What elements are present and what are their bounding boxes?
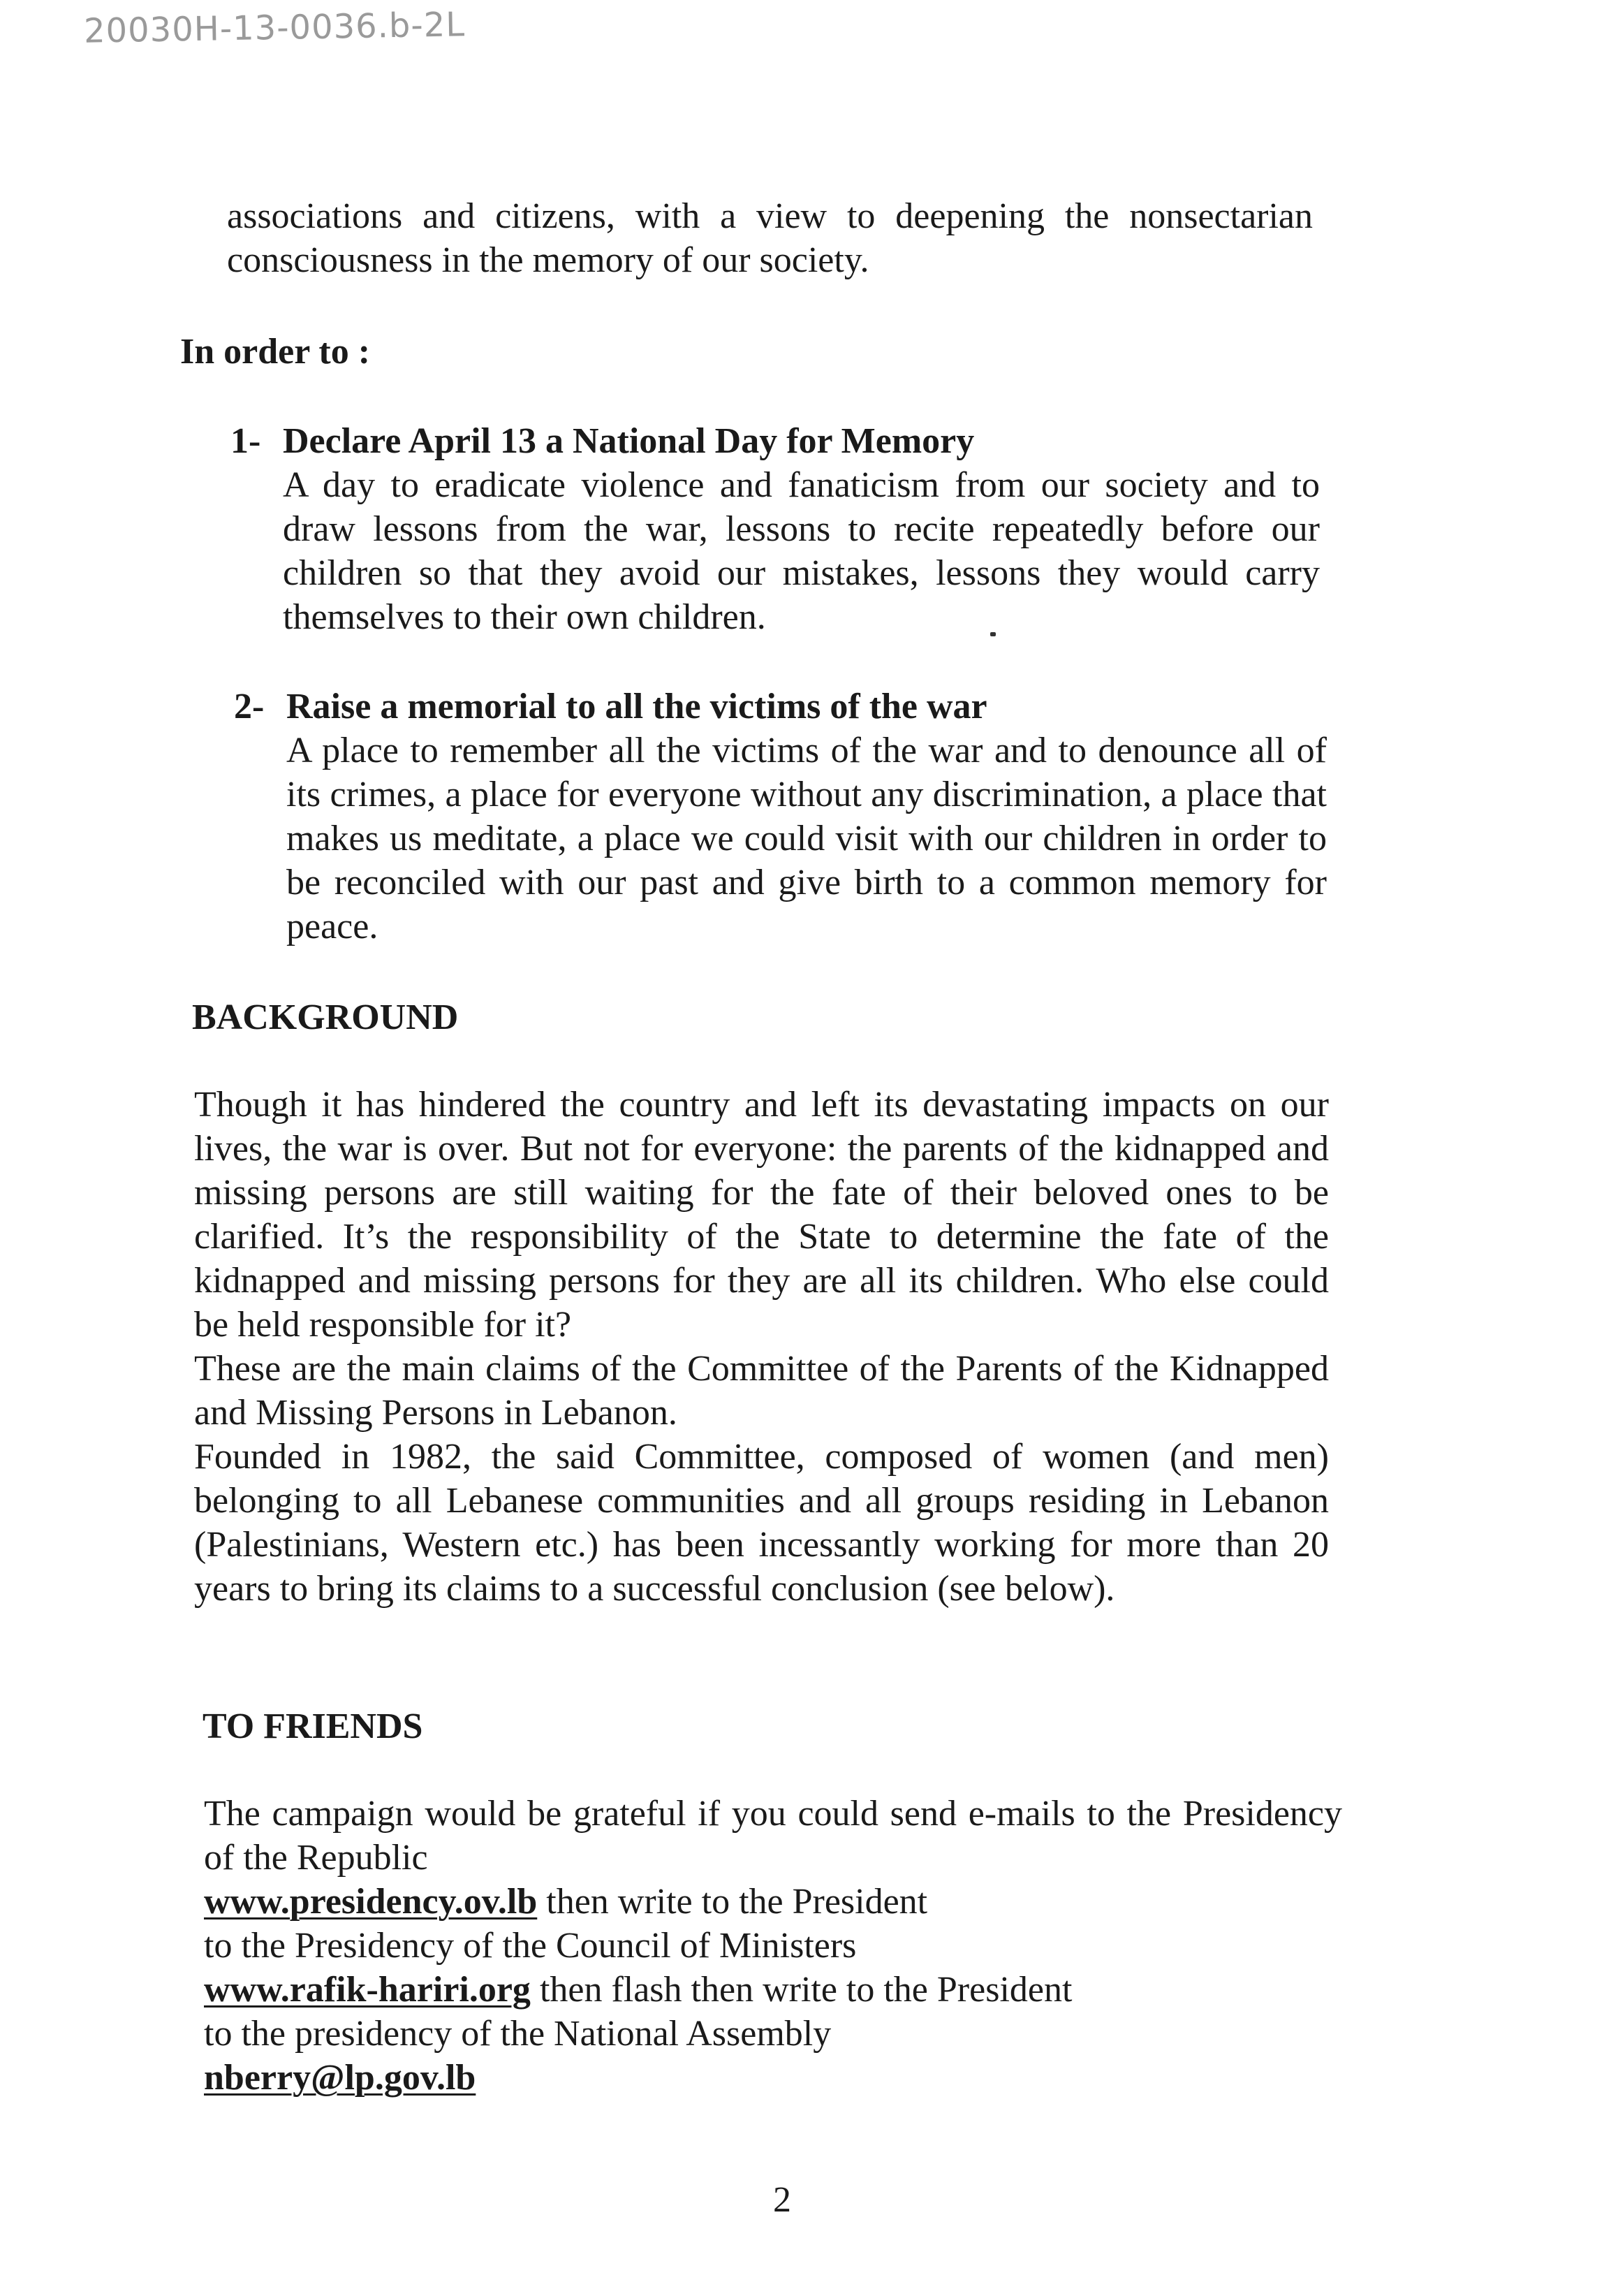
background-section	[194, 1083, 1329, 1611]
page-number: 2	[773, 2180, 791, 2220]
stray-mark	[990, 632, 996, 636]
intro-text: associations and citizens, with a view to deepening the nonsectarian consciousness in the memory of our society.	[227, 196, 1313, 280]
list-item-2	[234, 685, 1327, 949]
presidency-link[interactable]: www.presidency.ov.lb	[204, 1882, 538, 1922]
background-paragraph-1: Though it has hindered the country and left its devastating impacts on our lives, the war is over. But not for everyone: the parents of the kidnapped and missing persons are still waiting for the fate of their beloved ones to be clarified. It’s the responsibility of the State to determine the fate of the kidnapped and missing persons for they are all its children. Who else could be held responsible for it?	[194, 1085, 1329, 1345]
list-item-heading: Declare April 13 a National Day for Memory	[283, 421, 975, 461]
intro-paragraph	[227, 194, 1313, 282]
presidency-link-suffix: then write to the President	[537, 1882, 928, 1922]
rafik-hariri-link[interactable]: www.rafik-hariri.org	[204, 1970, 531, 2010]
background-paragraph-3: Founded in 1982, the said Committee, composed of women (and men) belonging to all Lebanese communities and all groups residing in Lebanon (Palestinians, Western etc.) has been incessantly working for more than 20 years to bring its claims to a successful conclusion (see below).	[194, 1437, 1329, 1609]
list-item-body: A place to remember all the victims of the war and to denounce all of its crimes, a place for everyone without any discrimination, a place that makes us meditate, a place we could visit with our children in order to be reconciled with our past and give birth to a common memory for peace.	[286, 731, 1327, 946]
friends-heading: TO FRIENDS	[203, 1706, 423, 1746]
list-item-number: 2-	[234, 687, 265, 726]
list-item-body: A day to eradicate violence and fanaticism from our society and to draw lessons from the war, lessons to recite repeatedly before our children so that they avoid our mistakes, lessons they would carry themselves to their own children.	[283, 465, 1320, 637]
in-order-to-label: In order to :	[180, 332, 371, 372]
friends-intro: The campaign would be grateful if you could send e-mails to the Presidency of the Republic	[204, 1794, 1342, 1878]
nberry-email-link[interactable]: nberry@lp.gov.lb	[204, 2058, 476, 2098]
friends-line-2: to the Presidency of the Council of Ministers	[204, 1926, 857, 1966]
friends-section	[204, 1792, 1342, 2100]
list-item-heading: Raise a memorial to all the victims of the war	[286, 687, 987, 726]
background-heading: BACKGROUND	[192, 997, 459, 1037]
rafik-hariri-link-suffix: then flash then write to the President	[530, 1970, 1073, 2010]
archive-reference: 20030H-13-0036.b-2L	[83, 5, 466, 51]
background-paragraph-2: These are the main claims of the Committee of the Parents of the Kidnapped and Missing Persons in Lebanon.	[194, 1349, 1329, 1433]
list-item-1	[230, 419, 1320, 639]
list-item-title	[230, 419, 1320, 463]
list-item-number: 1-	[230, 421, 261, 461]
friends-line-4: to the presidency of the National Assembly	[204, 2014, 832, 2054]
list-item-title	[234, 685, 1327, 729]
friends-line-3	[204, 1968, 1342, 2012]
friends-line-5	[204, 2056, 1342, 2100]
friends-line-1	[204, 1880, 1342, 1924]
